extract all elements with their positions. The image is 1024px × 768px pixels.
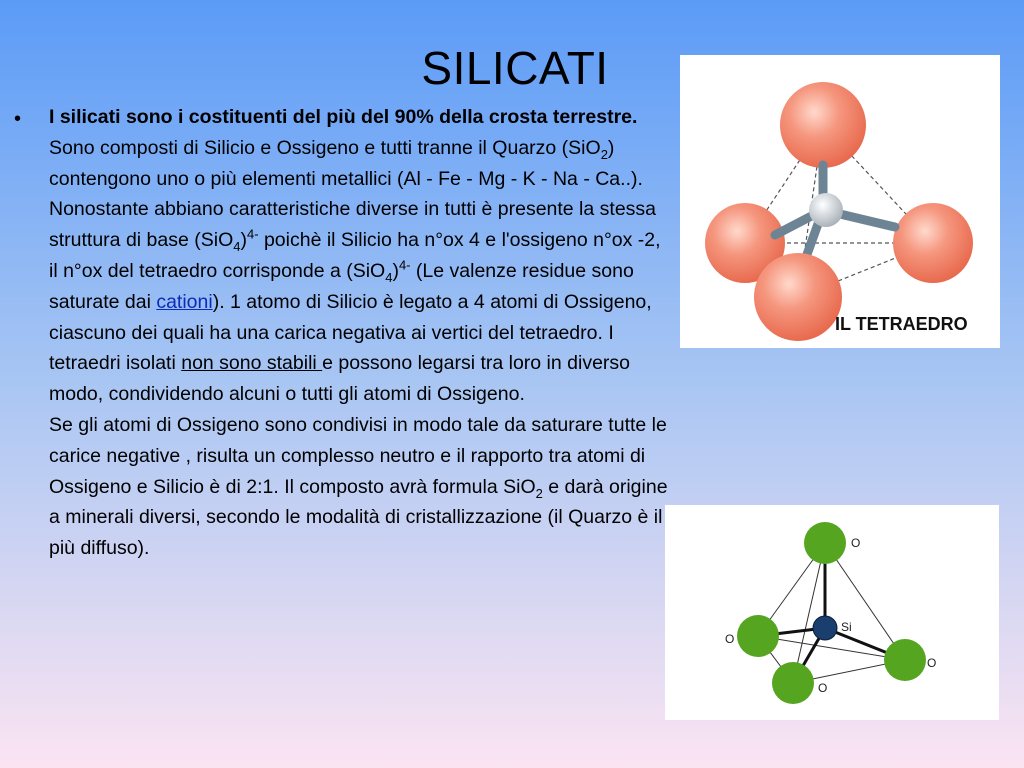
ball-stick-illustration xyxy=(665,505,999,720)
cationi-link[interactable]: cationi xyxy=(156,290,213,313)
slide-body xyxy=(49,102,669,564)
tetrahedron-caption: IL TETRAEDRO xyxy=(835,314,968,334)
subscript: 4 xyxy=(233,239,241,255)
bullet-marker: • xyxy=(14,108,22,130)
text-span: Se gli atomi di Ossigeno sono condivisi in modo tale da saturare tutte le carice negative , risulta un complesso neutro e il rapporto tra atomi di Ossigeno e Silicio è di 2:1. Il composto avrà formula SiO xyxy=(49,413,667,498)
oxygen-ball-top xyxy=(804,522,846,564)
text-span: e possono legarsi tra loro in diverso modo, condividendo alcuni o tutti gli atomi di Ossigeno. xyxy=(49,352,631,406)
oxygen-sphere-right xyxy=(893,203,973,283)
text-span: e darà origine a minerali diversi, secondo le modalità di cristallizzazione (il Quarzo è il più diffuso). xyxy=(49,475,668,560)
superscript: 4- xyxy=(246,226,259,242)
intro-paragraph xyxy=(49,102,669,133)
subscript: 2 xyxy=(535,485,543,501)
text-span: poichè il Silicio ha n°ox 4 e l'ossigeno n°ox -2, il n°ox del tetraedro corrisponde a (SiO xyxy=(49,229,661,282)
silicon-sphere xyxy=(809,193,843,227)
si-o-bonds xyxy=(758,543,905,683)
superscript: 4- xyxy=(398,257,411,273)
label-oxygen-left: O xyxy=(725,632,735,646)
subscript: 4 xyxy=(385,269,393,285)
tetrahedron-illustration xyxy=(680,55,1000,348)
text-span: ) contengono uno o più elementi metallici (Al - Fe - Mg - K - Na - Ca..). xyxy=(49,136,643,190)
oxygen-ball-bottom xyxy=(772,662,814,704)
slide-title: SILICATI xyxy=(421,42,609,94)
subscript: 2 xyxy=(600,146,608,162)
text-span: (Le valenze residue sono saturate dai xyxy=(49,259,634,313)
ball-stick-edges xyxy=(758,543,905,683)
composition-paragraph xyxy=(49,133,669,195)
tetrahedron-image xyxy=(680,55,1000,348)
oxygen-sphere-front xyxy=(754,253,842,341)
ball-stick-image xyxy=(665,505,999,720)
label-silicon: Si xyxy=(841,620,852,634)
text-span: ) xyxy=(240,229,247,252)
structure-paragraph xyxy=(49,194,669,410)
neutral-complex-paragraph xyxy=(49,410,669,564)
text-span: Nonostante abbiano caratteristiche diverse in tutti è presente la stessa struttura di base (SiO xyxy=(49,198,657,252)
text-span: ). 1 atomo di Silicio è legato a 4 atomi di Ossigeno, ciascuno dei quali ha una carica negativa ai vertici del tetraedro. I tetraedri isolati xyxy=(49,290,652,375)
text-span: ) xyxy=(392,259,399,282)
oxygen-ball-left xyxy=(737,615,779,657)
oxygen-ball-right xyxy=(884,639,926,681)
oxygen-sphere-top xyxy=(780,82,866,168)
label-oxygen-top: O xyxy=(851,536,861,550)
label-oxygen-bottom: O xyxy=(818,681,828,695)
intro-bold-text: I silicati sono i costituenti del più del 90% della crosta terrestre. xyxy=(49,106,638,128)
silicon-ball xyxy=(813,616,837,640)
label-oxygen-right: O xyxy=(927,656,937,670)
underlined-text: non sono stabili xyxy=(181,352,323,375)
text-span: Sono composti di Silicio e Ossigeno e tutti tranne il Quarzo (SiO xyxy=(49,136,601,159)
